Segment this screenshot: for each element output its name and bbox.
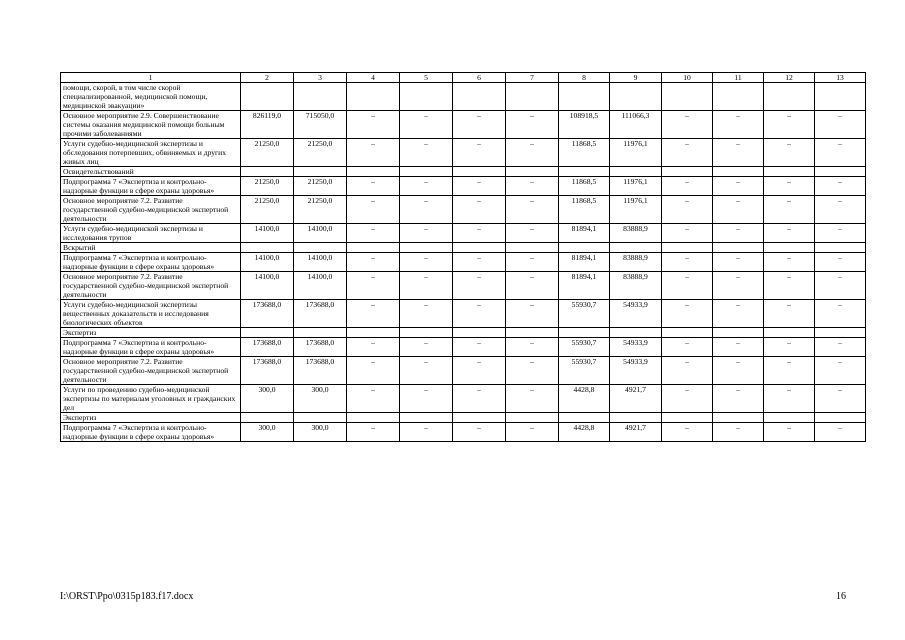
column-header-6: 6 [453, 73, 506, 83]
value-cell: 4921,7 [610, 423, 662, 442]
value-cell: – [713, 224, 764, 243]
empty-cell [506, 167, 559, 177]
value-cell: 14100,0 [241, 272, 294, 300]
value-cell: – [662, 423, 713, 442]
value-cell: – [506, 177, 559, 196]
value-cell: – [347, 357, 400, 385]
column-header-2: 2 [241, 73, 294, 83]
empty-cell [294, 328, 347, 338]
row-label-cell: Подпрограмма 7 «Экспертиза и контрольно-надзорные функции в сфере охраны здоровья» [61, 338, 241, 357]
value-cell: – [506, 272, 559, 300]
value-cell: – [815, 196, 866, 224]
value-cell: 21250,0 [294, 177, 347, 196]
value-cell: – [347, 338, 400, 357]
empty-cell [713, 328, 764, 338]
section-row [61, 243, 866, 253]
value-cell: – [815, 272, 866, 300]
value-cell: 11868,5 [559, 139, 610, 167]
value-cell: – [506, 357, 559, 385]
value-cell: – [662, 111, 713, 139]
empty-cell [400, 167, 453, 177]
value-cell [559, 83, 610, 111]
empty-cell [506, 328, 559, 338]
value-cell: – [347, 139, 400, 167]
value-cell: 83888,9 [610, 224, 662, 243]
value-cell: 826119,0 [241, 111, 294, 139]
value-cell: – [347, 111, 400, 139]
value-cell: – [764, 196, 815, 224]
value-cell: – [815, 253, 866, 272]
value-cell: – [713, 139, 764, 167]
value-cell: 81894,1 [559, 253, 610, 272]
empty-cell [559, 328, 610, 338]
column-header-3: 3 [294, 73, 347, 83]
column-header-5: 5 [400, 73, 453, 83]
value-cell: – [506, 111, 559, 139]
value-cell: – [400, 139, 453, 167]
row-label-cell: Подпрограмма 7 «Экспертиза и контрольно-надзорные функции в сфере охраны здоровья» [61, 423, 241, 442]
value-cell: 54933,9 [610, 300, 662, 328]
value-cell: – [347, 224, 400, 243]
value-cell: 11976,1 [610, 196, 662, 224]
section-label: Вскрытий [61, 243, 241, 253]
value-cell: – [662, 300, 713, 328]
value-cell: 14100,0 [241, 224, 294, 243]
value-cell: – [453, 177, 506, 196]
value-cell: – [347, 300, 400, 328]
empty-cell [453, 243, 506, 253]
value-cell: – [506, 224, 559, 243]
value-cell: 54933,9 [610, 338, 662, 357]
value-cell: 14100,0 [294, 253, 347, 272]
empty-cell [815, 167, 866, 177]
value-cell: 21250,0 [241, 139, 294, 167]
value-cell: 173688,0 [241, 357, 294, 385]
value-cell: 11976,1 [610, 139, 662, 167]
value-cell: – [815, 423, 866, 442]
value-cell: – [506, 423, 559, 442]
empty-cell [764, 243, 815, 253]
value-cell: – [400, 272, 453, 300]
column-header-4: 4 [347, 73, 400, 83]
value-cell: 21250,0 [241, 196, 294, 224]
section-label: Экспертиз [61, 328, 241, 338]
value-cell [610, 83, 662, 111]
value-cell: 54933,9 [610, 357, 662, 385]
value-cell: 81894,1 [559, 224, 610, 243]
value-cell: – [662, 196, 713, 224]
empty-cell [453, 328, 506, 338]
value-cell: – [453, 139, 506, 167]
value-cell: 14100,0 [241, 253, 294, 272]
value-cell: – [764, 139, 815, 167]
value-cell: 11868,5 [559, 196, 610, 224]
value-cell: – [815, 338, 866, 357]
value-cell: – [347, 196, 400, 224]
value-cell: 4428,8 [559, 385, 610, 413]
value-cell: – [453, 196, 506, 224]
column-header-9: 9 [610, 73, 662, 83]
value-cell: 111066,3 [610, 111, 662, 139]
value-cell: – [400, 423, 453, 442]
value-cell: – [713, 423, 764, 442]
value-cell: – [347, 272, 400, 300]
value-cell: 11976,1 [610, 177, 662, 196]
empty-cell [347, 167, 400, 177]
table-row [61, 111, 866, 139]
file-path: I:\ORST\Ppo\0315p183.f17.docx [60, 591, 194, 602]
value-cell: – [764, 224, 815, 243]
value-cell: – [347, 385, 400, 413]
value-cell: 300,0 [294, 385, 347, 413]
column-header-7: 7 [506, 73, 559, 83]
row-label-cell: Основное мероприятие 7.2. Развитие государственной судебно-медицинской экспертной деятельности [61, 196, 241, 224]
table-row [61, 83, 866, 111]
empty-cell [764, 167, 815, 177]
value-cell: – [400, 385, 453, 413]
value-cell: – [713, 272, 764, 300]
value-cell: – [764, 300, 815, 328]
value-cell: – [713, 253, 764, 272]
table-row [61, 177, 866, 196]
value-cell: – [453, 338, 506, 357]
empty-cell [347, 243, 400, 253]
value-cell: – [453, 385, 506, 413]
value-cell: 11868,5 [559, 177, 610, 196]
value-cell: – [713, 177, 764, 196]
value-cell: – [453, 300, 506, 328]
empty-cell [559, 243, 610, 253]
value-cell: – [815, 300, 866, 328]
value-cell: – [400, 338, 453, 357]
value-cell: 173688,0 [294, 357, 347, 385]
row-label-cell: Услуги судебно-медицинской экспертизы вещественных доказательств и исследования биологических объектов [61, 300, 241, 328]
value-cell: 300,0 [241, 385, 294, 413]
table-row [61, 338, 866, 357]
value-cell: – [815, 177, 866, 196]
value-cell: – [506, 338, 559, 357]
column-header-12: 12 [764, 73, 815, 83]
empty-cell [400, 413, 453, 423]
value-cell [241, 83, 294, 111]
table-row [61, 357, 866, 385]
value-cell: – [506, 385, 559, 413]
value-cell: – [662, 357, 713, 385]
column-header-8: 8 [559, 73, 610, 83]
empty-cell [347, 413, 400, 423]
value-cell [815, 83, 866, 111]
empty-cell [713, 167, 764, 177]
page-number: 16 [836, 591, 846, 602]
value-cell: 14100,0 [294, 272, 347, 300]
row-label-cell: Основное мероприятие 7.2. Развитие государственной судебно-медицинской экспертной деятельности [61, 357, 241, 385]
value-cell [400, 83, 453, 111]
value-cell: – [347, 177, 400, 196]
value-cell: 173688,0 [241, 338, 294, 357]
value-cell: – [506, 139, 559, 167]
empty-cell [241, 328, 294, 338]
empty-cell [610, 243, 662, 253]
value-cell: 173688,0 [294, 338, 347, 357]
value-cell: – [815, 385, 866, 413]
row-label-cell: Подпрограмма 7 «Экспертиза и контрольно-надзорные функции в сфере охраны здоровья» [61, 253, 241, 272]
value-cell [764, 83, 815, 111]
section-label: Экспертиз [61, 413, 241, 423]
value-cell [294, 83, 347, 111]
value-cell: – [713, 357, 764, 385]
row-label-cell: Основное мероприятие 2.9. Совершенствование системы оказания медицинской помощи больным прочими заболеваниями [61, 111, 241, 139]
value-cell [453, 83, 506, 111]
table-row [61, 224, 866, 243]
value-cell: – [815, 111, 866, 139]
empty-cell [610, 167, 662, 177]
value-cell: – [400, 224, 453, 243]
table-row [61, 196, 866, 224]
value-cell: – [662, 272, 713, 300]
value-cell: – [506, 196, 559, 224]
table-row [61, 300, 866, 328]
empty-cell [241, 167, 294, 177]
table-row [61, 139, 866, 167]
value-cell: – [453, 423, 506, 442]
empty-cell [294, 243, 347, 253]
row-label-cell: Услуги по проведению судебно-медицинской экспертизы по материалам уголовных и гражданских дел [61, 385, 241, 413]
value-cell: 21250,0 [294, 196, 347, 224]
empty-cell [764, 328, 815, 338]
value-cell: – [662, 139, 713, 167]
section-row [61, 328, 866, 338]
value-cell: 14100,0 [294, 224, 347, 243]
value-cell: 300,0 [294, 423, 347, 442]
row-label-cell: помощи, скорой, в том числе скорой специализированной, медицинской помощи, медицинской эвакуации» [61, 83, 241, 111]
value-cell: – [764, 338, 815, 357]
value-cell [662, 83, 713, 111]
column-header-1: 1 [61, 73, 241, 83]
empty-cell [294, 167, 347, 177]
empty-cell [713, 413, 764, 423]
row-label-cell: Основное мероприятие 7.2. Развитие государственной судебно-медицинской экспертной деятельности [61, 272, 241, 300]
section-label: Освидетельствований [61, 167, 241, 177]
empty-cell [506, 243, 559, 253]
value-cell: 173688,0 [294, 300, 347, 328]
table-row [61, 253, 866, 272]
value-cell: – [506, 253, 559, 272]
empty-cell [662, 243, 713, 253]
value-cell: 300,0 [241, 423, 294, 442]
value-cell: – [713, 196, 764, 224]
empty-cell [559, 167, 610, 177]
value-cell [347, 83, 400, 111]
value-cell: – [662, 224, 713, 243]
value-cell: – [662, 338, 713, 357]
empty-cell [241, 413, 294, 423]
value-cell: – [347, 423, 400, 442]
value-cell: – [400, 111, 453, 139]
empty-cell [713, 243, 764, 253]
column-header-11: 11 [713, 73, 764, 83]
value-cell: – [764, 357, 815, 385]
column-header-10: 10 [662, 73, 713, 83]
value-cell: – [764, 177, 815, 196]
empty-cell [294, 413, 347, 423]
value-cell: 81894,1 [559, 272, 610, 300]
value-cell: – [764, 272, 815, 300]
value-cell: – [815, 224, 866, 243]
value-cell [713, 83, 764, 111]
value-cell: – [506, 300, 559, 328]
table-row [61, 272, 866, 300]
empty-cell [453, 413, 506, 423]
value-cell: – [713, 338, 764, 357]
empty-cell [241, 243, 294, 253]
value-cell: – [764, 111, 815, 139]
value-cell: – [347, 253, 400, 272]
value-cell: – [764, 423, 815, 442]
empty-cell [662, 167, 713, 177]
empty-cell [400, 243, 453, 253]
value-cell: – [453, 111, 506, 139]
value-cell: 173688,0 [241, 300, 294, 328]
empty-cell [400, 328, 453, 338]
value-cell: 55930,7 [559, 300, 610, 328]
value-cell: 108918,5 [559, 111, 610, 139]
empty-cell [453, 167, 506, 177]
value-cell: – [662, 253, 713, 272]
value-cell: – [662, 177, 713, 196]
value-cell: 83888,9 [610, 253, 662, 272]
value-cell: 21250,0 [241, 177, 294, 196]
empty-cell [815, 413, 866, 423]
value-cell: – [713, 300, 764, 328]
empty-cell [610, 413, 662, 423]
value-cell: – [400, 300, 453, 328]
section-row [61, 167, 866, 177]
value-cell: 4921,7 [610, 385, 662, 413]
value-cell: 83888,9 [610, 272, 662, 300]
column-header-13: 13 [815, 73, 866, 83]
empty-cell [815, 328, 866, 338]
value-cell: – [815, 139, 866, 167]
empty-cell [764, 413, 815, 423]
value-cell: – [662, 385, 713, 413]
value-cell: – [400, 196, 453, 224]
empty-cell [815, 243, 866, 253]
value-cell: – [764, 253, 815, 272]
value-cell: 55930,7 [559, 357, 610, 385]
row-label-cell: Подпрограмма 7 «Экспертиза и контрольно-надзорные функции в сфере охраны здоровья» [61, 177, 241, 196]
empty-cell [559, 413, 610, 423]
value-cell: – [764, 385, 815, 413]
value-cell: 4428,8 [559, 423, 610, 442]
empty-cell [347, 328, 400, 338]
empty-cell [506, 413, 559, 423]
value-cell: 55930,7 [559, 338, 610, 357]
table-row [61, 423, 866, 442]
row-label-cell: Услуги судебно-медицинской экспертизы и обследования потерпевших, обвиняемых и других живых лиц [61, 139, 241, 167]
value-cell: – [713, 385, 764, 413]
column-number-row [61, 73, 866, 83]
empty-cell [662, 413, 713, 423]
value-cell: – [400, 357, 453, 385]
value-cell: – [453, 253, 506, 272]
value-cell: – [453, 357, 506, 385]
empty-cell [610, 328, 662, 338]
value-cell: – [400, 253, 453, 272]
value-cell: – [815, 357, 866, 385]
empty-cell [662, 328, 713, 338]
value-cell: – [453, 224, 506, 243]
table-row [61, 385, 866, 413]
row-label-cell: Услуги судебно-медицинской экспертизы и исследования трупов [61, 224, 241, 243]
value-cell: – [400, 177, 453, 196]
value-cell: – [713, 111, 764, 139]
value-cell: – [453, 272, 506, 300]
value-cell: 21250,0 [294, 139, 347, 167]
value-cell: 715050,0 [294, 111, 347, 139]
value-cell [506, 83, 559, 111]
budget-table [60, 72, 866, 442]
section-row [61, 413, 866, 423]
